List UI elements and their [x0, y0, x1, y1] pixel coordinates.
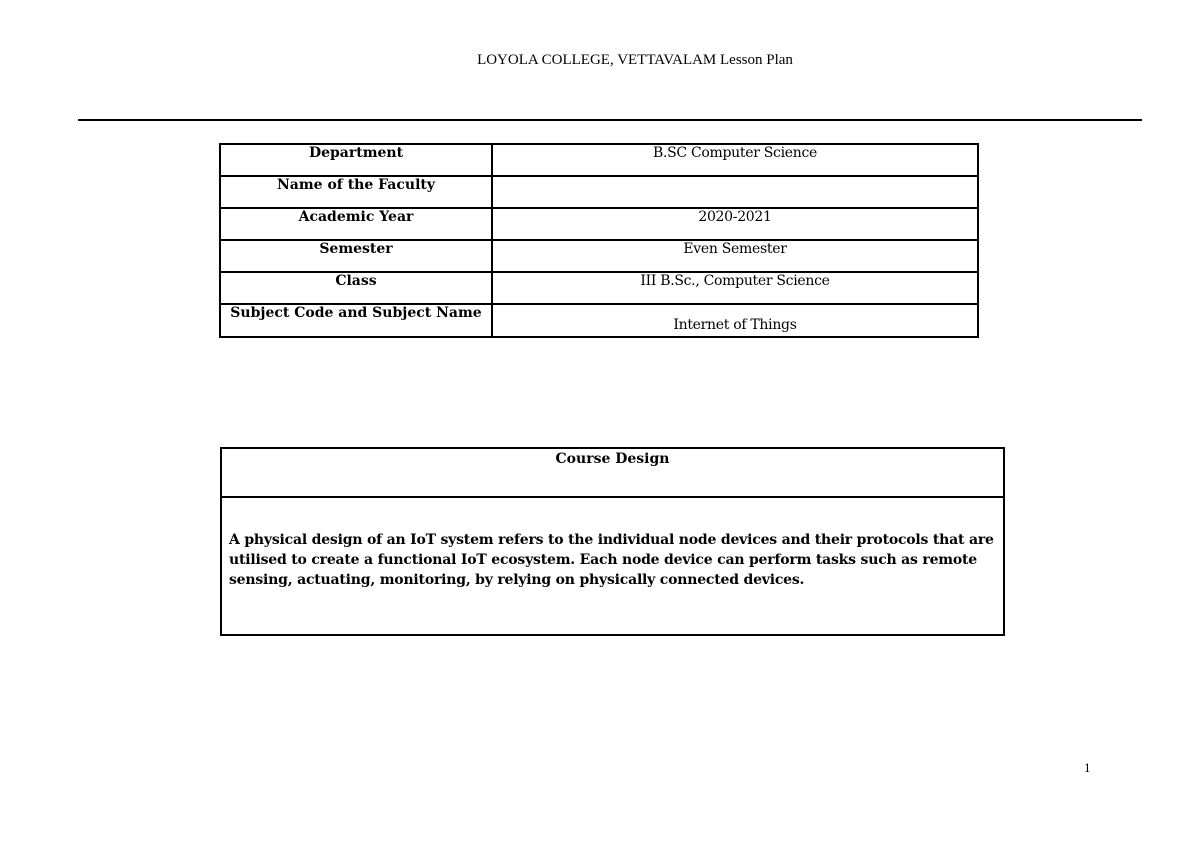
faculty-name-value — [492, 176, 978, 208]
table-row — [221, 448, 1004, 497]
course-design-description: A physical design of an IoT system refers to the individual node devices and their protocols that are utilised to create a functional IoT ecosystem. Each node device can perform tasks such as remote sensing, actuating, monitoring, by relying on physically connected devices. — [221, 497, 1004, 635]
table-row — [220, 176, 978, 208]
semester-value: Even Semester — [492, 240, 978, 272]
department-value: B.SC Computer Science — [492, 144, 978, 176]
course-design-table — [220, 447, 1005, 636]
academic-year-value: 2020-2021 — [492, 208, 978, 240]
subject-label: Subject Code and Subject Name — [220, 304, 492, 337]
class-value: III B.Sc., Computer Science — [492, 272, 978, 304]
academic-year-label: Academic Year — [220, 208, 492, 240]
table-row — [221, 497, 1004, 635]
subject-value: Internet of Things — [492, 304, 978, 337]
department-label: Department — [220, 144, 492, 176]
semester-label: Semester — [220, 240, 492, 272]
course-design-heading: Course Design — [221, 448, 1004, 497]
header-divider — [78, 119, 1142, 121]
table-row — [220, 144, 978, 176]
page-header-title: LOYOLA COLLEGE, VETTAVALAM Lesson Plan — [477, 52, 793, 68]
page-number: 1 — [1084, 760, 1091, 775]
table-row — [220, 272, 978, 304]
table-row — [220, 304, 978, 337]
table-row — [220, 208, 978, 240]
lesson-info-table — [219, 143, 979, 338]
table-row — [220, 240, 978, 272]
class-label: Class — [220, 272, 492, 304]
faculty-name-label: Name of the Faculty — [220, 176, 492, 208]
